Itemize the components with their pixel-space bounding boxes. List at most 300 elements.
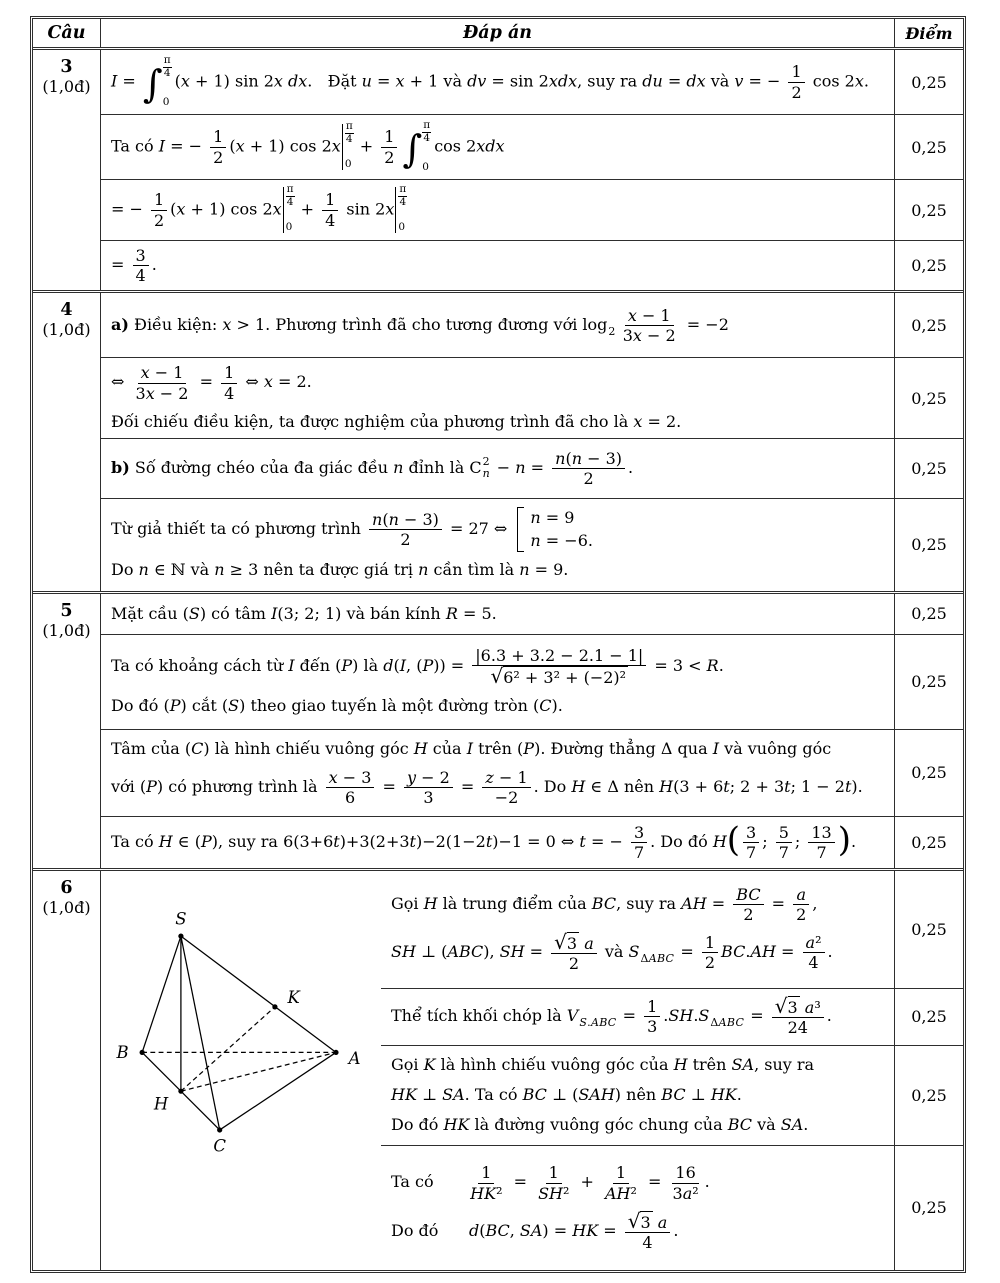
vertex-S xyxy=(178,933,183,938)
question-number: 6 xyxy=(60,877,73,898)
points-cell: 0,25 xyxy=(894,871,963,988)
fraction xyxy=(151,190,167,229)
math-run: AH = xyxy=(681,894,731,914)
question-cell xyxy=(33,594,101,868)
math-run: v = − xyxy=(734,71,786,91)
fraction-part: 1 xyxy=(210,127,226,147)
answer-cell xyxy=(381,1046,894,1145)
fraction-part: 3x − 2 xyxy=(135,383,189,403)
text-run: trên xyxy=(473,739,518,759)
answer-row xyxy=(381,1145,963,1270)
fraction-part: 3 xyxy=(647,1017,658,1037)
cases-group xyxy=(517,507,593,552)
math-run: . xyxy=(704,1172,710,1192)
edge-SB xyxy=(142,936,181,1052)
formula-line xyxy=(111,410,884,434)
math-run: = 27 ⇔ xyxy=(444,519,513,539)
bold-text-run: b) xyxy=(111,457,130,477)
math-run: (P) xyxy=(194,831,218,851)
fraction-part: 2 xyxy=(791,82,802,102)
text-run: nên xyxy=(621,1085,662,1105)
formula-line xyxy=(391,931,884,974)
fraction-part: 2 xyxy=(384,147,395,167)
vertex-label-B: B xyxy=(116,1042,129,1062)
math-run: H xyxy=(413,739,428,759)
formula-line xyxy=(111,767,884,808)
fraction xyxy=(602,1163,640,1202)
question-number: 5 xyxy=(60,600,73,621)
fraction-part: 7 xyxy=(746,842,757,862)
text-run: và vuông góc xyxy=(719,739,832,759)
math-run: .SH.S xyxy=(663,1006,710,1026)
evaluation-bar xyxy=(342,121,354,173)
answer-cell xyxy=(101,499,894,591)
math-run: . xyxy=(827,942,833,962)
question-number: 4 xyxy=(60,300,73,321)
answer-row xyxy=(381,988,963,1045)
math-run: d(I, (P)) = xyxy=(383,656,470,676)
question-block-6 xyxy=(33,868,963,1270)
vertex-H xyxy=(178,1088,183,1093)
fraction xyxy=(776,823,792,862)
math-run: cos 2xdx xyxy=(434,136,505,156)
vertex-label-K: K xyxy=(287,987,300,1007)
formula-line xyxy=(111,119,884,175)
vertex-A xyxy=(333,1050,338,1055)
fraction-part: 7 xyxy=(778,842,789,862)
integral xyxy=(402,119,431,175)
pyramid-figure xyxy=(115,907,367,1161)
fraction-part: n ( n − 3) xyxy=(369,510,442,530)
math-run: (x + 1) cos 2x xyxy=(229,136,341,156)
math-run: = xyxy=(111,255,130,275)
fraction-part: 2 xyxy=(743,905,754,925)
formula-line xyxy=(111,737,884,761)
fraction xyxy=(551,932,597,973)
math-run: ; xyxy=(762,831,773,851)
fraction xyxy=(326,768,375,807)
math-run: BC ⊥ HK. xyxy=(661,1085,742,1105)
fraction-part: a xyxy=(793,885,809,905)
text-run: Gọi xyxy=(391,894,424,914)
answer-rows xyxy=(381,871,963,1270)
square-root: √ 6² + 3² + (−2)² xyxy=(490,664,627,689)
answer-rows xyxy=(101,50,963,290)
fraction xyxy=(803,933,825,972)
points-cell: 0,25 xyxy=(894,50,963,114)
fraction-part: AH² xyxy=(605,1183,637,1203)
text-run: và xyxy=(438,71,468,91)
answer-rows xyxy=(101,293,963,590)
fraction xyxy=(472,646,646,687)
math-run: − n = xyxy=(491,457,550,477)
fraction-part: 1 xyxy=(788,62,804,82)
vertex-K xyxy=(272,1004,277,1009)
math-run: I = xyxy=(111,71,141,91)
fraction-part xyxy=(488,666,632,687)
formula-line xyxy=(391,995,884,1038)
math-run: n xyxy=(393,457,404,477)
text-run: Ta có xyxy=(469,1085,523,1105)
math-run: dv = sin 2xdx xyxy=(467,71,578,91)
fraction xyxy=(210,127,226,166)
answer-column xyxy=(101,293,963,590)
math-run: u = x + 1 xyxy=(361,71,439,91)
fraction-part: 5 xyxy=(776,823,792,843)
math-run: I xyxy=(466,739,474,759)
answer-cell xyxy=(101,594,894,634)
math-run: a xyxy=(584,934,594,954)
text-run: . Phương trình đã cho tương đương với xyxy=(265,314,583,334)
text-run: , suy ra xyxy=(616,894,682,914)
fraction-part: 4 xyxy=(808,953,819,973)
math-run: = xyxy=(617,1006,642,1026)
math-run: HK ⊥ SA. xyxy=(391,1085,470,1105)
math-run: SA. xyxy=(780,1115,809,1135)
math-run: (x + 1) sin 2x dx. xyxy=(174,71,313,91)
formula-line xyxy=(391,1210,884,1253)
math-run: x = 2. xyxy=(633,411,682,431)
fraction xyxy=(631,823,647,862)
fraction-part: 1 xyxy=(613,1163,629,1183)
fraction-part: 1 xyxy=(546,1163,562,1183)
text-run: . Đường thẳng Δ qua xyxy=(540,739,713,759)
text-run: là hình chiếu vuông góc của xyxy=(435,1055,674,1075)
math-run: SH ⊥ (ABC), SH = xyxy=(391,942,549,962)
big-paren: ) xyxy=(837,820,851,861)
text-run: Tâm của xyxy=(111,739,185,759)
fraction-part: 1 xyxy=(478,1163,494,1183)
answer-row xyxy=(101,240,963,290)
answer-cell xyxy=(101,635,894,729)
text-run: Điều kiện: xyxy=(128,314,223,334)
math-run: R = 5. xyxy=(445,603,497,623)
question-score: (1,0đ) xyxy=(42,320,91,340)
fraction-part: 2 xyxy=(568,954,580,974)
math-run: H xyxy=(423,894,438,914)
fraction-part: 1 xyxy=(644,997,660,1017)
points-cell: 0,25 xyxy=(894,730,963,816)
vertex-B xyxy=(140,1050,145,1055)
subscript: S.ABC xyxy=(579,1016,617,1030)
math-run: = xyxy=(642,1172,667,1192)
math-run: ⇔ x = 2. xyxy=(240,372,312,392)
math-run: . xyxy=(826,1006,832,1026)
fraction xyxy=(404,768,453,807)
text-run: có tâm xyxy=(206,603,272,623)
fraction-part: 6 xyxy=(344,788,356,808)
text-run: là đường vuông góc chung của xyxy=(469,1115,728,1135)
text-run: đến xyxy=(294,656,336,676)
text-run: ∈ xyxy=(172,831,195,851)
fraction-part: 7 xyxy=(633,842,645,862)
math-run: n ≥ 3 xyxy=(214,560,259,580)
text-run: , suy ra xyxy=(754,1055,815,1075)
text-run: Ta có xyxy=(111,831,159,851)
fraction-part: BC xyxy=(733,885,763,905)
answer-column xyxy=(101,594,963,868)
lower-limit: 0 xyxy=(344,158,352,171)
fraction xyxy=(322,190,338,229)
upper-limit: π 4 xyxy=(286,183,294,208)
math-run: = xyxy=(194,372,219,392)
fraction xyxy=(535,1163,572,1202)
math-run: ; xyxy=(794,831,806,851)
text-run: , suy ra xyxy=(217,831,284,851)
fraction xyxy=(381,127,397,166)
points-cell: 0,25 xyxy=(894,115,963,179)
math-run: SA xyxy=(731,1055,755,1075)
fraction-part: 2 xyxy=(704,953,716,973)
text-run: của xyxy=(427,739,467,759)
subscript: ΔABC xyxy=(710,1016,745,1030)
fraction-part xyxy=(625,1208,671,1233)
fraction-part: 3a² xyxy=(672,1183,699,1203)
fraction-part: 4 xyxy=(224,383,235,403)
formula-line xyxy=(111,602,884,626)
upper-limit: π 4 xyxy=(399,183,407,208)
evaluation-bar xyxy=(283,184,295,236)
edge-HK xyxy=(181,1007,275,1091)
math-run: HK xyxy=(443,1115,470,1135)
fraction xyxy=(625,1208,671,1252)
bold-text-run: a) xyxy=(111,314,129,334)
answer-cell xyxy=(101,241,894,290)
question-score: (1,0đ) xyxy=(42,897,91,917)
math-run: = xyxy=(455,777,480,797)
radical-sign: √ xyxy=(490,664,504,689)
lower-limit: 0 xyxy=(422,161,429,174)
formula-line xyxy=(391,1162,884,1203)
text-run: Do đó xyxy=(391,1220,469,1240)
points-cell: 0,25 xyxy=(894,1046,963,1145)
text-run: Mặt cầu xyxy=(111,603,183,623)
answer-cell xyxy=(101,358,894,437)
math-run: I xyxy=(288,656,295,676)
text-run: đỉnh là C xyxy=(403,457,482,477)
big-paren: ( xyxy=(726,820,741,861)
formula-line xyxy=(111,245,884,286)
square-root: √ 3 xyxy=(627,1208,651,1233)
points-cell: 0,25 xyxy=(894,241,963,290)
points-cell: 0,25 xyxy=(894,293,963,357)
case-row: n = −6. xyxy=(530,530,593,550)
math-run: cos 2x. xyxy=(812,71,869,91)
fraction xyxy=(133,246,149,285)
question-number: 3 xyxy=(60,57,73,77)
formula-line xyxy=(111,694,884,718)
left-bracket xyxy=(517,507,524,552)
edge-HA xyxy=(181,1052,336,1091)
text-run: Số đường chéo của đa giác đều xyxy=(129,457,394,477)
integral-symbol: ∫ xyxy=(402,126,423,171)
vertex-label-A: A xyxy=(348,1048,361,1068)
text-run: cần tìm là xyxy=(428,560,520,580)
fraction-part: 2 xyxy=(796,905,807,925)
lower-limit: 0 xyxy=(285,221,293,234)
text-run: Ta có xyxy=(391,1172,465,1192)
formula-line xyxy=(111,645,884,688)
math-run: (S) xyxy=(182,603,207,623)
fraction-part xyxy=(551,932,597,954)
fraction xyxy=(808,823,834,862)
text-run: và bán kính xyxy=(341,603,446,623)
math-run: I xyxy=(712,739,720,759)
fraction xyxy=(482,768,530,807)
fraction-part: 4 xyxy=(642,1232,653,1252)
edge-SA xyxy=(181,936,336,1052)
math-run: = − xyxy=(111,199,148,219)
math-run: , xyxy=(812,894,818,914)
text-run: là trung điểm của xyxy=(437,894,592,914)
points-cell: 0,25 xyxy=(894,635,963,729)
text-run: Gọi xyxy=(391,1055,424,1075)
fraction-part: 1 xyxy=(381,127,397,147)
math-run: (C) xyxy=(184,739,210,759)
lower-limit: 0 xyxy=(398,221,406,234)
figure-and-answers xyxy=(101,871,963,1270)
text-run: là xyxy=(358,656,384,676)
math-run: + xyxy=(295,199,320,219)
vertex-C xyxy=(217,1127,222,1132)
fraction xyxy=(772,996,824,1037)
math-run: . xyxy=(151,255,157,275)
answer-row xyxy=(101,816,963,868)
lower-limit: 0 xyxy=(162,96,170,109)
fraction xyxy=(620,306,679,345)
text-run: Ta có xyxy=(111,136,159,156)
answer-sheet xyxy=(30,16,966,1273)
fraction-part: 1 xyxy=(151,190,167,210)
math-run: ⇔ xyxy=(111,372,130,392)
math-run: BC ⊥ (SAH) xyxy=(522,1085,622,1105)
question-cell xyxy=(33,293,101,590)
math-run: sin 2x xyxy=(346,199,395,219)
fraction-part: HK² xyxy=(470,1183,503,1203)
formula-line xyxy=(111,184,884,236)
points-cell: 0,25 xyxy=(894,499,963,591)
answer-row xyxy=(101,357,963,437)
fraction-part: SH² xyxy=(538,1183,570,1203)
answer-cell xyxy=(101,50,894,114)
answer-row xyxy=(101,498,963,591)
math-run: BC xyxy=(727,1115,752,1135)
answer-row xyxy=(101,729,963,816)
answer-rows xyxy=(101,594,963,868)
math-run: I(3; 2; 1) xyxy=(271,603,342,623)
answer-row xyxy=(381,1045,963,1145)
math-run: = xyxy=(766,894,791,914)
text-run: Thể tích khối chóp là xyxy=(391,1006,567,1026)
text-run: là hình chiếu vuông góc xyxy=(209,739,414,759)
radical-sign: √ xyxy=(554,930,567,955)
math-run: (S) xyxy=(221,696,246,716)
math-run: H xyxy=(571,777,586,797)
text-run: và xyxy=(705,71,735,91)
superscript: 2 xyxy=(482,454,490,468)
text-run: có phương trình là xyxy=(163,777,323,797)
fraction-part: 2 xyxy=(213,147,224,167)
text-run: , suy ra xyxy=(577,71,643,91)
math-run: V xyxy=(566,1006,579,1026)
fraction-part: 2 xyxy=(400,530,411,550)
text-run: trên xyxy=(687,1055,732,1075)
answer-column xyxy=(101,50,963,290)
answer-cell xyxy=(381,871,894,988)
upper-limit: π 4 xyxy=(163,54,171,79)
math-run: = xyxy=(508,1172,533,1192)
fraction-part: z − 1 xyxy=(482,768,530,788)
fraction-part: 4 xyxy=(135,266,146,286)
text-run: cắt xyxy=(186,696,222,716)
fraction xyxy=(552,449,625,488)
fraction-part: y − 2 xyxy=(404,768,453,788)
fraction-part: a ² xyxy=(803,933,825,953)
text-run: với xyxy=(111,777,140,797)
points-cell: 0,25 xyxy=(894,817,963,868)
answer-cell xyxy=(381,989,894,1045)
math-run: a³ xyxy=(804,998,821,1018)
evaluation-bar xyxy=(395,184,407,236)
formula-line xyxy=(111,54,884,110)
fraction-part: 3 xyxy=(631,823,647,843)
math-run: K xyxy=(423,1055,436,1075)
answer-cell xyxy=(381,1146,894,1270)
fraction xyxy=(369,510,442,549)
math-run: = xyxy=(377,777,402,797)
question-cell xyxy=(33,871,101,1270)
math-run: I = − xyxy=(158,136,208,156)
text-run: Do đó xyxy=(391,1115,444,1135)
text-run: . Do xyxy=(533,777,572,797)
integral-symbol: ∫ xyxy=(142,61,163,106)
fraction xyxy=(467,1163,505,1202)
math-run: + xyxy=(354,136,379,156)
subscript: 2 xyxy=(608,324,616,338)
math-run: (P) xyxy=(335,656,359,676)
answer-row xyxy=(101,293,963,357)
text-run: Từ giả thiết ta có phương trình xyxy=(111,519,366,539)
fraction-part xyxy=(772,996,824,1018)
answer-column xyxy=(101,871,963,1270)
text-run: Đối chiếu điều kiện, ta được nghiệm của phương trình đã cho là xyxy=(111,411,634,431)
fraction-part: 2 xyxy=(153,210,165,230)
math-run: = xyxy=(745,1006,769,1026)
formula-line xyxy=(111,822,884,863)
fraction-part: −2 xyxy=(494,788,519,808)
math-run: H(3 + 6t; 2 + 3t; 1 − 2t). xyxy=(659,777,863,797)
points-cell: 0,25 xyxy=(894,1146,963,1270)
math-run: H xyxy=(712,831,727,851)
text-run: ∈ ℕ và xyxy=(148,560,215,580)
fraction-part: 3 xyxy=(133,246,149,266)
fraction xyxy=(733,885,763,924)
math-run: (x + 1) cos 2x xyxy=(170,199,282,219)
question-block-3 xyxy=(33,50,963,290)
question-score: (1,0đ) xyxy=(42,620,91,640)
math-run: BC xyxy=(591,894,617,914)
answer-cell xyxy=(101,730,894,816)
vertex-label-H: H xyxy=(153,1094,169,1114)
fraction xyxy=(702,933,718,972)
case-row: n = 9 xyxy=(530,508,575,528)
fraction xyxy=(644,997,660,1036)
vertex-label-S: S xyxy=(175,909,187,929)
question-block-5 xyxy=(33,591,963,868)
text-run: . Do đó xyxy=(650,831,713,851)
math-run: (P) xyxy=(517,739,541,759)
fraction-part: 1 xyxy=(702,933,718,953)
